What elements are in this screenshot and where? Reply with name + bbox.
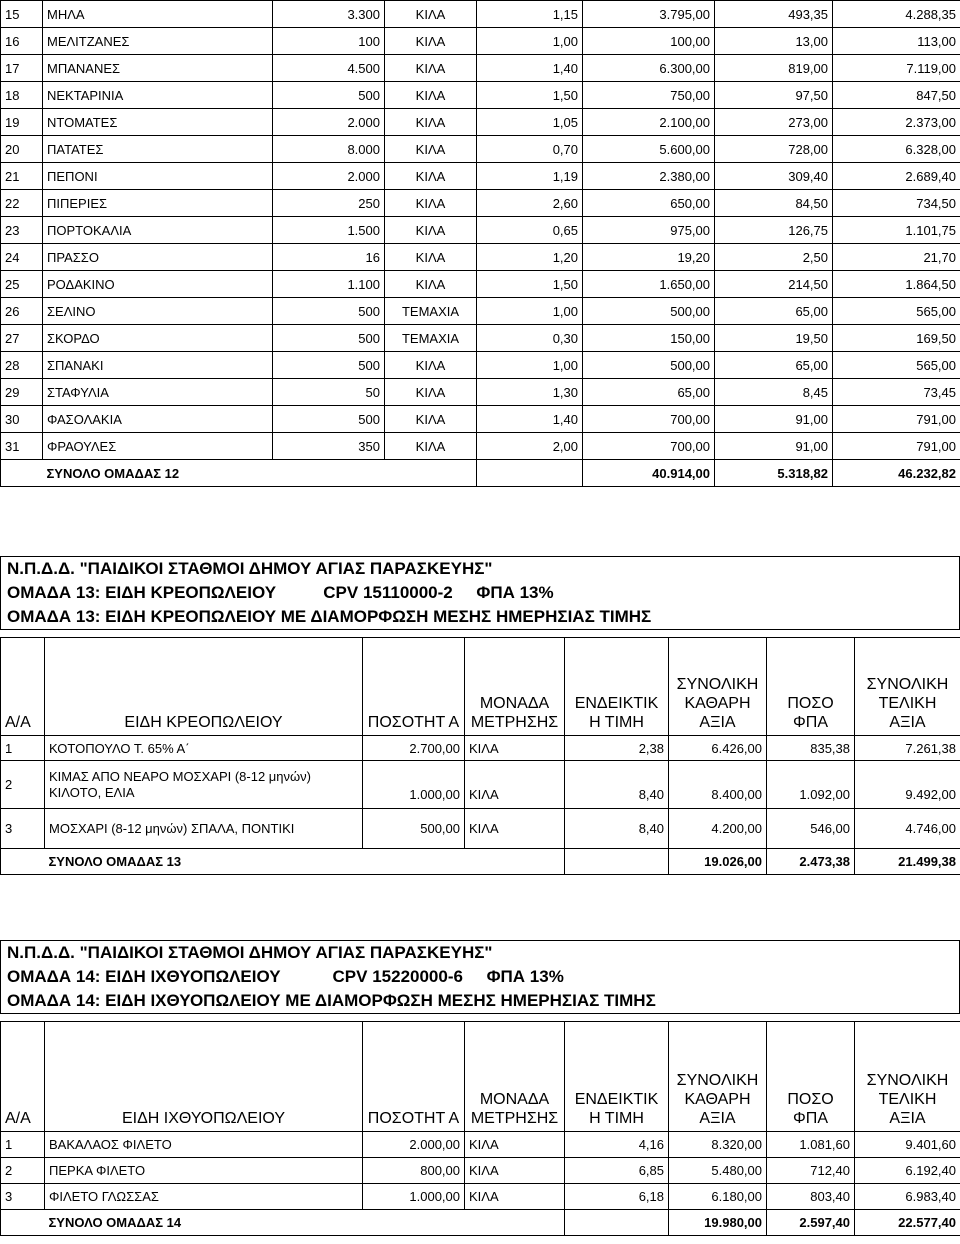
total-value: 847,50 xyxy=(833,82,960,109)
item-name: ΚΟΤΟΠΟΥΛΟ Τ. 65% Α΄ xyxy=(45,736,363,761)
net-value: 4.200,00 xyxy=(669,809,767,849)
total-gross: 21.499,38 xyxy=(855,849,960,875)
row-index: 1 xyxy=(1,1132,45,1158)
net-value: 5.600,00 xyxy=(583,136,715,163)
vat-amount: 835,38 xyxy=(767,736,855,761)
table-row xyxy=(1,1158,960,1184)
net-value: 8.320,00 xyxy=(669,1132,767,1158)
vat-amount: 19,50 xyxy=(715,325,833,352)
unit: ΚΙΛΑ xyxy=(465,736,565,761)
vat-amount: 126,75 xyxy=(715,217,833,244)
table-row xyxy=(1,82,960,109)
quantity: 500 xyxy=(273,406,385,433)
unit: ΚΙΛΑ xyxy=(385,352,477,379)
item-name: ΜΠΑΝΑΝΕΣ xyxy=(43,55,273,82)
unit-price: 1,50 xyxy=(477,271,583,298)
table-row xyxy=(1,352,960,379)
row-index: 21 xyxy=(1,163,43,190)
table-row xyxy=(1,406,960,433)
vat-amount: 309,40 xyxy=(715,163,833,190)
unit-price: 1,30 xyxy=(477,379,583,406)
table-row xyxy=(1,298,960,325)
row-index: 29 xyxy=(1,379,43,406)
vat-amount: 84,50 xyxy=(715,190,833,217)
item-name: ΠΕΡΚΑ ΦΙΛΕΤΟ xyxy=(45,1158,363,1184)
total-value: 2.689,40 xyxy=(833,163,960,190)
unit-price: 0,70 xyxy=(477,136,583,163)
quantity: 3.300 xyxy=(273,1,385,28)
net-value: 8.400,00 xyxy=(669,761,767,809)
vat-amount: 13,00 xyxy=(715,28,833,55)
unit-price: 1,00 xyxy=(477,298,583,325)
unit-price: 8,40 xyxy=(565,761,669,809)
total-value: 113,00 xyxy=(833,28,960,55)
item-name: ΜΟΣΧΑΡΙ (8-12 μηνών) ΣΠΑΛΑ, ΠΟΝΤΙΚΙ xyxy=(45,809,363,849)
unit: ΚΙΛΑ xyxy=(385,406,477,433)
net-value: 3.795,00 xyxy=(583,1,715,28)
item-name: ΣΤΑΦΥΛΙΑ xyxy=(43,379,273,406)
item-name: ΣΕΛΙΝΟ xyxy=(43,298,273,325)
header-row xyxy=(1,1022,960,1132)
quantity: 350 xyxy=(273,433,385,460)
col-header: ΕΙΔΗ ΙΧΘΥΟΠΩΛΕΙΟΥ xyxy=(45,1022,363,1132)
row-index: 23 xyxy=(1,217,43,244)
unit-price: 1,05 xyxy=(477,109,583,136)
row-index: 28 xyxy=(1,352,43,379)
col-header: ΠΟΣΟΤΗΤ Α xyxy=(363,1022,465,1132)
net-value: 2.380,00 xyxy=(583,163,715,190)
table-row xyxy=(1,244,960,271)
item-name: ΦΡΑΟΥΛΕΣ xyxy=(43,433,273,460)
quantity: 250 xyxy=(273,190,385,217)
net-value: 65,00 xyxy=(583,379,715,406)
vat-amount: 97,50 xyxy=(715,82,833,109)
unit: ΚΙΛΑ xyxy=(465,761,565,809)
total-label: ΣΥΝΟΛΟ ΟΜΑΔΑΣ 14 xyxy=(45,1210,565,1236)
unit-price: 0,30 xyxy=(477,325,583,352)
total-net: 19.026,00 xyxy=(669,849,767,875)
quantity: 500 xyxy=(273,325,385,352)
unit: ΚΙΛΑ xyxy=(385,433,477,460)
col-header: ΣΥΝΟΛΙΚΗ ΤΕΛΙΚΗ ΑΞΙΑ xyxy=(855,638,960,736)
group-subtitle: ΟΜΑΔΑ 13: ΕΙΔΗ ΚΡΕΟΠΩΛΕΙΟΥ ΜΕ ΔΙΑΜΟΡΦΩΣΗ ΜΕΣΗΣ ΗΜΕΡΗΣΙΑΣ ΤΙΜΗΣ xyxy=(7,607,652,626)
row-index: 15 xyxy=(1,1,43,28)
table-row xyxy=(1,136,960,163)
item-name: ΦΑΣΟΛΑΚΙΑ xyxy=(43,406,273,433)
total-value: 6.983,40 xyxy=(855,1184,960,1210)
item-name: ΚΙΜΑΣ ΑΠΟ ΝΕΑΡΟ ΜΟΣΧΑΡΙ (8-12 μηνών) ΚΙΛΟΤΟ, ΕΛΙΑ xyxy=(45,761,363,809)
unit: ΚΙΛΑ xyxy=(385,244,477,271)
item-name: ΠΙΠΕΡΙΕΣ xyxy=(43,190,273,217)
quantity: 2.700,00 xyxy=(363,736,465,761)
unit: ΚΙΛΑ xyxy=(385,136,477,163)
unit-price: 4,16 xyxy=(565,1132,669,1158)
table-row xyxy=(1,809,960,849)
unit-price: 8,40 xyxy=(565,809,669,849)
col-header: ΕΝΔΕΙΚΤΙΚ Η ΤΙΜΗ xyxy=(565,638,669,736)
quantity: 1.100 xyxy=(273,271,385,298)
quantity: 500 xyxy=(273,352,385,379)
item-name: ΜΕΛΙΤΖΑΝΕΣ xyxy=(43,28,273,55)
vat-amount: 803,40 xyxy=(767,1184,855,1210)
group-title: ΟΜΑΔΑ 14: ΕΙΔΗ ΙΧΘΥΟΠΩΛΕΙΟΥ CPV 15220000-6 ΦΠΑ 13% xyxy=(7,967,564,986)
group13-table xyxy=(0,637,960,875)
unit: ΚΙΛΑ xyxy=(385,217,477,244)
vat-amount: 91,00 xyxy=(715,406,833,433)
total-value: 791,00 xyxy=(833,406,960,433)
net-value: 6.426,00 xyxy=(669,736,767,761)
col-header: Α/Α xyxy=(1,1022,45,1132)
table-row xyxy=(1,736,960,761)
row-index: 26 xyxy=(1,298,43,325)
unit-price: 2,60 xyxy=(477,190,583,217)
total-vat: 5.318,82 xyxy=(715,460,833,487)
total-net: 19.980,00 xyxy=(669,1210,767,1236)
net-value: 700,00 xyxy=(583,406,715,433)
col-header: Α/Α xyxy=(1,638,45,736)
item-name: ΝΤΟΜΑΤΕΣ xyxy=(43,109,273,136)
row-index: 22 xyxy=(1,190,43,217)
quantity: 2.000 xyxy=(273,163,385,190)
quantity: 1.000,00 xyxy=(363,1184,465,1210)
unit-price: 1,20 xyxy=(477,244,583,271)
unit: ΚΙΛΑ xyxy=(385,109,477,136)
item-name: ΠΟΡΤΟΚΑΛΙΑ xyxy=(43,217,273,244)
col-header: ΣΥΝΟΛΙΚΗ ΚΑΘΑΡΗ ΑΞΙΑ xyxy=(669,1022,767,1132)
group-title: ΟΜΑΔΑ 13: ΕΙΔΗ ΚΡΕΟΠΩΛΕΙΟΥ CPV 15110000-2 ΦΠΑ 13% xyxy=(7,583,554,602)
total-vat: 2.473,38 xyxy=(767,849,855,875)
unit: ΚΙΛΑ xyxy=(385,379,477,406)
net-value: 19,20 xyxy=(583,244,715,271)
total-label: ΣΥΝΟΛΟ ΟΜΑΔΑΣ 13 xyxy=(45,849,565,875)
total-value: 2.373,00 xyxy=(833,109,960,136)
net-value: 2.100,00 xyxy=(583,109,715,136)
quantity: 500,00 xyxy=(363,809,465,849)
unit-price: 1,00 xyxy=(477,28,583,55)
total-gross: 46.232,82 xyxy=(833,460,960,487)
total-value: 1.864,50 xyxy=(833,271,960,298)
table-row xyxy=(1,271,960,298)
row-index: 31 xyxy=(1,433,43,460)
total-value: 7.119,00 xyxy=(833,55,960,82)
vat-amount: 728,00 xyxy=(715,136,833,163)
unit-price: 1,19 xyxy=(477,163,583,190)
unit-price: 2,38 xyxy=(565,736,669,761)
table-row xyxy=(1,217,960,244)
quantity: 16 xyxy=(273,244,385,271)
item-name: ΠΑΤΑΤΕΣ xyxy=(43,136,273,163)
unit: ΚΙΛΑ xyxy=(385,271,477,298)
quantity: 2.000 xyxy=(273,109,385,136)
unit-price: 1,50 xyxy=(477,82,583,109)
quantity: 50 xyxy=(273,379,385,406)
unit-price: 6,18 xyxy=(565,1184,669,1210)
row-index: 25 xyxy=(1,271,43,298)
vat-amount: 8,45 xyxy=(715,379,833,406)
unit-price: 0,65 xyxy=(477,217,583,244)
table-row xyxy=(1,1184,960,1210)
row-index: 1 xyxy=(1,736,45,761)
quantity: 800,00 xyxy=(363,1158,465,1184)
quantity: 1.000,00 xyxy=(363,761,465,809)
col-header: ΜΟΝΑΔΑ ΜΕΤΡΗΣΗΣ xyxy=(465,1022,565,1132)
item-name: ΣΚΟΡΔΟ xyxy=(43,325,273,352)
net-value: 1.650,00 xyxy=(583,271,715,298)
total-value: 9.401,60 xyxy=(855,1132,960,1158)
quantity: 8.000 xyxy=(273,136,385,163)
table-row xyxy=(1,325,960,352)
vat-amount: 712,40 xyxy=(767,1158,855,1184)
row-index: 17 xyxy=(1,55,43,82)
table-row xyxy=(1,433,960,460)
net-value: 6.180,00 xyxy=(669,1184,767,1210)
table-row xyxy=(1,1132,960,1158)
row-index: 30 xyxy=(1,406,43,433)
col-header: ΠΟΣΟΤΗΤ Α xyxy=(363,638,465,736)
table-row xyxy=(1,163,960,190)
vat-amount: 65,00 xyxy=(715,352,833,379)
vat-amount: 1.092,00 xyxy=(767,761,855,809)
unit: ΚΙΛΑ xyxy=(385,1,477,28)
unit-price: 1,40 xyxy=(477,55,583,82)
vat-amount: 2,50 xyxy=(715,244,833,271)
row-index: 2 xyxy=(1,1158,45,1184)
net-value: 700,00 xyxy=(583,433,715,460)
item-name: ΠΕΠΟΝΙ xyxy=(43,163,273,190)
group12-table xyxy=(0,0,960,487)
unit: ΚΙΛΑ xyxy=(385,28,477,55)
net-value: 6.300,00 xyxy=(583,55,715,82)
total-value: 4.288,35 xyxy=(833,1,960,28)
table-row xyxy=(1,379,960,406)
item-name: ΒΑΚΑΛΑΟΣ ΦΙΛΕΤΟ xyxy=(45,1132,363,1158)
item-name: ΜΗΛΑ xyxy=(43,1,273,28)
col-header: ΕΝΔΕΙΚΤΙΚ Η ΤΙΜΗ xyxy=(565,1022,669,1132)
row-index: 2 xyxy=(1,761,45,809)
row-index: 20 xyxy=(1,136,43,163)
total-row xyxy=(1,849,960,875)
total-row xyxy=(1,460,960,487)
net-value: 150,00 xyxy=(583,325,715,352)
total-value: 734,50 xyxy=(833,190,960,217)
table-row xyxy=(1,109,960,136)
col-header: ΣΥΝΟΛΙΚΗ ΚΑΘΑΡΗ ΑΞΙΑ xyxy=(669,638,767,736)
table-row xyxy=(1,761,960,809)
total-value: 6.328,00 xyxy=(833,136,960,163)
total-value: 565,00 xyxy=(833,352,960,379)
unit: ΚΙΛΑ xyxy=(385,82,477,109)
vat-amount: 546,00 xyxy=(767,809,855,849)
unit-price: 1,40 xyxy=(477,406,583,433)
item-name: ΠΡΑΣΣΟ xyxy=(43,244,273,271)
header-row xyxy=(1,638,960,736)
net-value: 975,00 xyxy=(583,217,715,244)
row-index: 3 xyxy=(1,1184,45,1210)
table-row xyxy=(1,1,960,28)
quantity: 1.500 xyxy=(273,217,385,244)
col-header: ΠΟΣΟ ΦΠΑ xyxy=(767,638,855,736)
unit: ΚΙΛΑ xyxy=(465,1158,565,1184)
total-value: 73,45 xyxy=(833,379,960,406)
item-name: ΦΙΛΕΤΟ ΓΛΩΣΣΑΣ xyxy=(45,1184,363,1210)
total-vat: 2.597,40 xyxy=(767,1210,855,1236)
quantity: 2.000,00 xyxy=(363,1132,465,1158)
unit: ΚΙΛΑ xyxy=(385,163,477,190)
unit: ΤΕΜΑΧΙΑ xyxy=(385,298,477,325)
table-row xyxy=(1,190,960,217)
total-value: 4.746,00 xyxy=(855,809,960,849)
unit: ΚΙΛΑ xyxy=(465,1184,565,1210)
group14-header xyxy=(0,940,960,1014)
total-label: ΣΥΝΟΛΟ ΟΜΑΔΑΣ 12 xyxy=(43,460,477,487)
total-net: 40.914,00 xyxy=(583,460,715,487)
total-value: 565,00 xyxy=(833,298,960,325)
vat-amount: 91,00 xyxy=(715,433,833,460)
col-header: ΠΟΣΟ ΦΠΑ xyxy=(767,1022,855,1132)
quantity: 100 xyxy=(273,28,385,55)
total-value: 791,00 xyxy=(833,433,960,460)
row-index: 16 xyxy=(1,28,43,55)
organization-title: Ν.Π.Δ.Δ. "ΠΑΙΔΙΚΟΙ ΣΤΑΘΜΟΙ ΔΗΜΟΥ ΑΓΙΑΣ ΠΑΡΑΣΚΕΥΗΣ" xyxy=(7,943,493,962)
vat-amount: 214,50 xyxy=(715,271,833,298)
total-value: 1.101,75 xyxy=(833,217,960,244)
unit-price: 2,00 xyxy=(477,433,583,460)
quantity: 4.500 xyxy=(273,55,385,82)
unit: ΚΙΛΑ xyxy=(385,190,477,217)
total-gross: 22.577,40 xyxy=(855,1210,960,1236)
total-value: 9.492,00 xyxy=(855,761,960,809)
total-value: 6.192,40 xyxy=(855,1158,960,1184)
vat-amount: 1.081,60 xyxy=(767,1132,855,1158)
row-index: 18 xyxy=(1,82,43,109)
group-subtitle: ΟΜΑΔΑ 14: ΕΙΔΗ ΙΧΘΥΟΠΩΛΕΙΟΥ ΜΕ ΔΙΑΜΟΡΦΩΣΗ ΜΕΣΗΣ ΗΜΕΡΗΣΙΑΣ ΤΙΜΗΣ xyxy=(7,991,656,1010)
group13-header xyxy=(0,556,960,630)
net-value: 100,00 xyxy=(583,28,715,55)
total-value: 21,70 xyxy=(833,244,960,271)
net-value: 650,00 xyxy=(583,190,715,217)
col-header: ΜΟΝΑΔΑ ΜΕΤΡΗΣΗΣ xyxy=(465,638,565,736)
unit-price: 1,15 xyxy=(477,1,583,28)
table-row xyxy=(1,55,960,82)
organization-title: Ν.Π.Δ.Δ. "ΠΑΙΔΙΚΟΙ ΣΤΑΘΜΟΙ ΔΗΜΟΥ ΑΓΙΑΣ ΠΑΡΑΣΚΕΥΗΣ" xyxy=(7,559,493,578)
net-value: 500,00 xyxy=(583,298,715,325)
quantity: 500 xyxy=(273,82,385,109)
col-header: ΕΙΔΗ ΚΡΕΟΠΩΛΕΙΟΥ xyxy=(45,638,363,736)
unit-price: 6,85 xyxy=(565,1158,669,1184)
quantity: 500 xyxy=(273,298,385,325)
net-value: 5.480,00 xyxy=(669,1158,767,1184)
unit: ΚΙΛΑ xyxy=(465,1132,565,1158)
unit: ΚΙΛΑ xyxy=(465,809,565,849)
row-index: 19 xyxy=(1,109,43,136)
table-row xyxy=(1,28,960,55)
group14-table xyxy=(0,1021,960,1236)
net-value: 750,00 xyxy=(583,82,715,109)
total-value: 169,50 xyxy=(833,325,960,352)
vat-amount: 273,00 xyxy=(715,109,833,136)
item-name: ΣΠΑΝΑΚΙ xyxy=(43,352,273,379)
row-index: 3 xyxy=(1,809,45,849)
net-value: 500,00 xyxy=(583,352,715,379)
vat-amount: 819,00 xyxy=(715,55,833,82)
row-index: 27 xyxy=(1,325,43,352)
total-row xyxy=(1,1210,960,1236)
total-value: 7.261,38 xyxy=(855,736,960,761)
unit: ΚΙΛΑ xyxy=(385,55,477,82)
col-header: ΣΥΝΟΛΙΚΗ ΤΕΛΙΚΗ ΑΞΙΑ xyxy=(855,1022,960,1132)
item-name: ΡΟΔΑΚΙΝΟ xyxy=(43,271,273,298)
vat-amount: 493,35 xyxy=(715,1,833,28)
unit: ΤΕΜΑΧΙΑ xyxy=(385,325,477,352)
row-index: 24 xyxy=(1,244,43,271)
unit-price: 1,00 xyxy=(477,352,583,379)
item-name: ΝΕΚΤΑΡΙΝΙΑ xyxy=(43,82,273,109)
vat-amount: 65,00 xyxy=(715,298,833,325)
